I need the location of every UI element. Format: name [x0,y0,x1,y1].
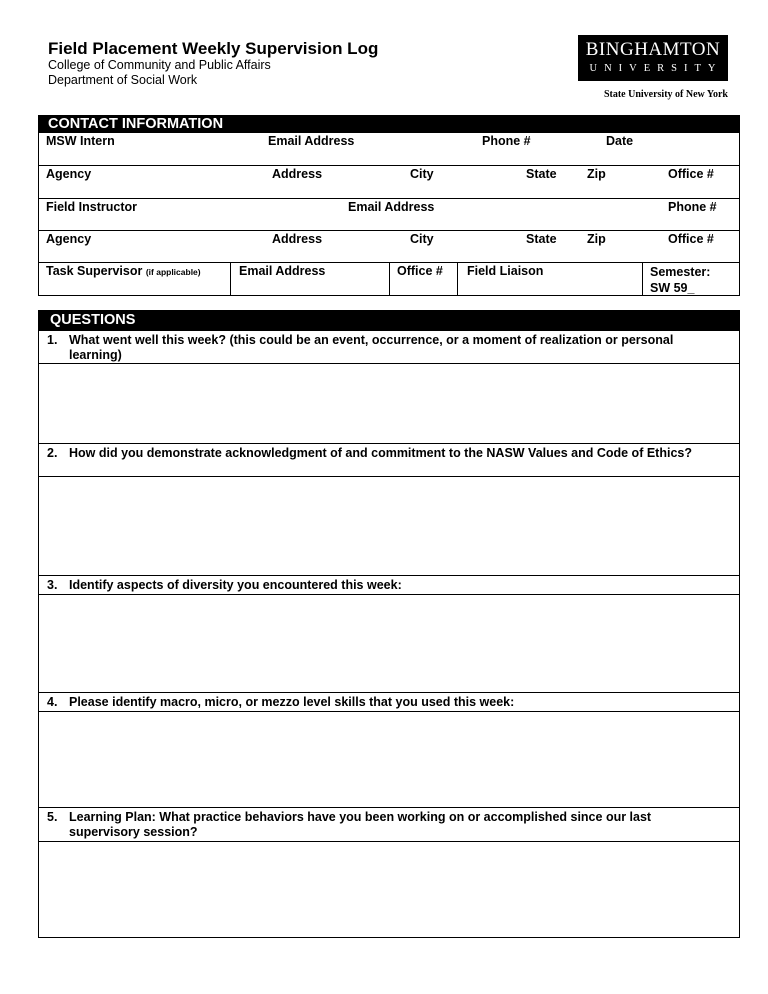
question-text: Identify aspects of diversity you encountered this week: [69,578,402,592]
contact-row-agency[interactable] [39,166,739,199]
logo-tagline: State University of New York [603,89,728,100]
city-label: City [410,232,434,246]
semester-text: Semester: [650,265,711,279]
supervisor-office-label: Office # [397,264,443,278]
question-1 [39,330,739,364]
column-divider [389,263,390,295]
contact-row-field-instructor[interactable] [39,199,739,231]
question-number: 3. [47,578,58,592]
msw-intern-label: MSW Intern [46,134,115,148]
question-4 [39,692,739,712]
questions-section-heading: QUESTIONS [38,310,740,330]
office-label: Office # [668,232,714,246]
task-supervisor-label [46,264,201,278]
answer-area-1[interactable] [39,364,739,443]
answer-area-2[interactable] [39,477,739,575]
question-text: What went well this week? (this could be an event, occurrence, or a moment of realization or personal learning) [69,333,674,362]
answer-area-5[interactable] [39,842,739,937]
agency-label: Agency [46,232,92,246]
question-text: How did you demonstrate acknowledgment of and commitment to the NASW Values and Code of Ethics? [69,446,692,460]
question-text: Learning Plan: What practice behaviors have you been working on or accomplished since our last supervisory session? [69,810,652,839]
intern-phone-label: Phone # [482,134,531,148]
instructor-email-label: Email Address [348,200,435,214]
semester-label [650,264,710,296]
university-logo [578,35,728,81]
college-name: College of Community and Public Affairs [48,58,271,72]
contact-row-task-supervisor[interactable] [39,263,739,295]
form-title: Field Placement Weekly Supervision Log [48,39,379,58]
question-2 [39,443,739,477]
department-name: Department of Social Work [48,73,198,87]
date-label: Date [606,134,634,148]
address-label: Address [272,167,323,181]
office-label: Office # [668,167,714,181]
question-number: 5. [47,810,58,824]
answer-area-4[interactable] [39,712,739,807]
question-5 [39,807,739,842]
contact-section-heading: CONTACT INFORMATION [38,115,740,132]
intern-email-label: Email Address [268,134,355,148]
field-liaison-label: Field Liaison [467,264,544,278]
address-label: Address [272,232,323,246]
column-divider [457,263,458,295]
answer-area-3[interactable] [39,595,739,692]
city-label: City [410,167,434,181]
state-label: State [526,167,557,181]
agency-label: Agency [46,167,92,181]
question-number: 2. [47,446,58,460]
question-number: 4. [47,695,58,709]
semester-value: SW 59_ [650,281,695,295]
field-instructor-label: Field Instructor [46,200,137,214]
supervisor-email-label: Email Address [239,264,326,278]
question-number: 1. [47,333,58,347]
zip-label: Zip [587,167,606,181]
task-supervisor-text: Task Supervisor [46,264,143,278]
state-label: State [526,232,557,246]
column-divider [642,263,643,295]
logo-subword: UNIVERSITY [589,63,723,74]
question-text: Please identify macro, micro, or mezzo level skills that you used this week: [69,695,515,709]
instructor-phone-label: Phone # [668,200,717,214]
zip-label: Zip [587,232,606,246]
contact-row-intern[interactable] [39,133,739,166]
logo-wordmark: BINGHAMTON [585,39,721,60]
column-divider [230,263,231,295]
question-3 [39,575,739,595]
contact-row-instructor-agency[interactable] [39,231,739,263]
contact-table [38,132,740,296]
if-applicable-note: (if applicable) [145,267,201,277]
